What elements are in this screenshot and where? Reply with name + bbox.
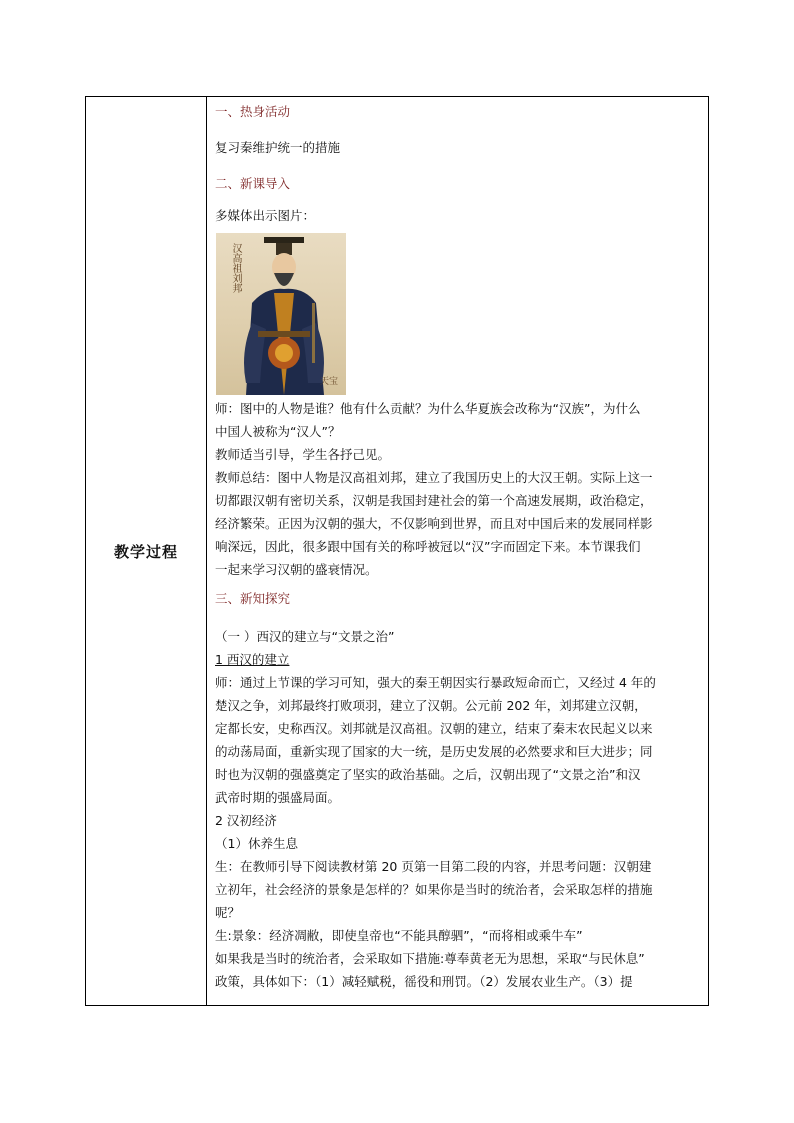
text-line: 的动荡局面，重新实现了国家的大一统，是历史发展的必然要求和巨大进步；同	[215, 744, 653, 759]
text-line: 如果我是当时的统治者，会采取如下措施:尊奉黄老无为思想，采取“与民休息”	[215, 951, 645, 966]
warmup-text: 复习秦维护统一的措施	[215, 140, 341, 155]
left-label-cell	[86, 97, 206, 1005]
topic-title: 2 汉初经济	[215, 813, 277, 828]
lesson-table	[85, 96, 709, 1006]
subtopic-title: （1）休养生息	[215, 836, 298, 851]
text-line: 立初年，社会经济的景象是怎样的？如果你是当时的统治者，会采取怎样的措施	[215, 882, 653, 897]
text-line: 时也为汉朝的强盛奠定了坚实的政治基础。之后，汉朝出现了“文景之治”和汉	[215, 767, 641, 782]
text-line: 师：图中的人物是谁？他有什么贡献？为什么华夏族会改称为“汉族”，为什么	[215, 401, 641, 416]
text-line: 生：在教师引导下阅读教材第 20 页第一目第二段的内容，并思考问题：汉朝建	[215, 859, 652, 874]
subsection-title: （一 ）西汉的建立与“文景之治”	[215, 629, 395, 644]
text-line: 经济繁荣。正因为汉朝的强大，不仅影响到世界，而且对中国后来的发展同样影	[215, 516, 653, 531]
explore-heading: 三、新知探究	[215, 591, 291, 606]
text-line: 生:景象：经济凋敝，即使皇帝也“不能具醇驷”，“而将相或乘牛车”	[215, 928, 583, 943]
text-line: 一起来学习汉朝的盛衰情况。	[215, 562, 378, 577]
portrait-seal-text: 汉高祖刘邦	[230, 243, 241, 293]
text-line: 切都跟汉朝有密切关系，汉朝是我国封建社会的第一个高速发展期，政治稳定，	[215, 493, 653, 508]
text-line: 呢？	[215, 905, 241, 920]
text-line: 响深远，因此，很多跟中国有关的称呼被冠以“汉”字而固定下来。本节课我们	[215, 539, 641, 554]
text-line: 师：通过上节课的学习可知，强大的秦王朝因实行暴政短命而亡，又经过 4 年的	[215, 675, 656, 690]
intro-heading: 二、新课导入	[215, 176, 291, 191]
column-divider	[206, 97, 207, 1005]
text-line: 定都长安，史称西汉。刘邦就是汉高祖。汉朝的建立，结束了秦末农民起义以来	[215, 721, 653, 736]
topic-title: 1 西汉的建立	[215, 652, 290, 667]
text-line: 教师总结：图中人物是汉高祖刘邦，建立了我国历史上的大汉王朝。实际上这一	[215, 470, 653, 485]
warmup-heading: 一、热身活动	[215, 104, 291, 119]
liu-bang-portrait-image	[216, 233, 346, 395]
intro-text: 多媒体出示图片：	[215, 208, 316, 223]
text-line: 楚汉之争，刘邦最终打败项羽，建立了汉朝。公元前 202 年，刘邦建立汉朝，	[215, 698, 647, 713]
text-line: 政策，具体如下：（1）减轻赋税，徭役和刑罚。（2）发展农业生产。（3）提	[215, 974, 633, 989]
portrait-signature: 天宝	[319, 377, 338, 387]
text-line: 武帝时期的强盛局面。	[215, 790, 341, 805]
text-line: 中国人被称为“汉人”？	[215, 424, 341, 439]
teaching-process-label: 教学过程	[113, 542, 178, 561]
text-line: 教师适当引导，学生各抒己见。	[215, 447, 391, 462]
